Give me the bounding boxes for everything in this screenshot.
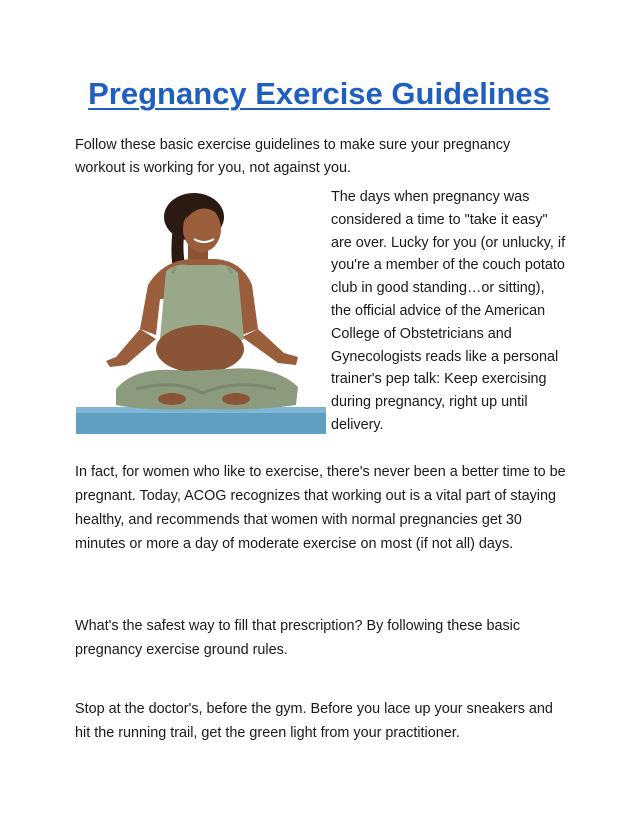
body-paragraph-3: Stop at the doctor's, before the gym. Before you lace up your sneakers and hit the running trail, get the green light from your practitioner. (75, 701, 553, 741)
intro-paragraph: Follow these basic exercise guidelines to make sure your pregnancy workout is working for you, not against you. (75, 137, 511, 176)
pregnant-woman-meditating-photo (76, 189, 326, 434)
page-title: Pregnancy Exercise Guidelines (88, 76, 550, 111)
body-paragraph-1: In fact, for women who like to exercise, there's never been a better time to be pregnant. Today, ACOG recognizes that working out is a vital part of staying healthy, and recommends that women with normal pregnancies get 30 minutes or more a day of moderate exercise on most (if not all) days. (75, 464, 566, 552)
body-paragraph-2: What's the safest way to fill that prescription? By following these basic pregnancy exercise ground rules. (75, 618, 521, 658)
side-paragraph: The days when pregnancy was considered a time to "take it easy" are over. Lucky for you (or unlucky, if you're a member of the couch potato club in good standing…or sitting), the official advice of the American College of Obstetricians and Gynecologists reads like a personal trainer's pep talk: Keep exercising during pregnancy, right up until delivery. (331, 189, 566, 433)
